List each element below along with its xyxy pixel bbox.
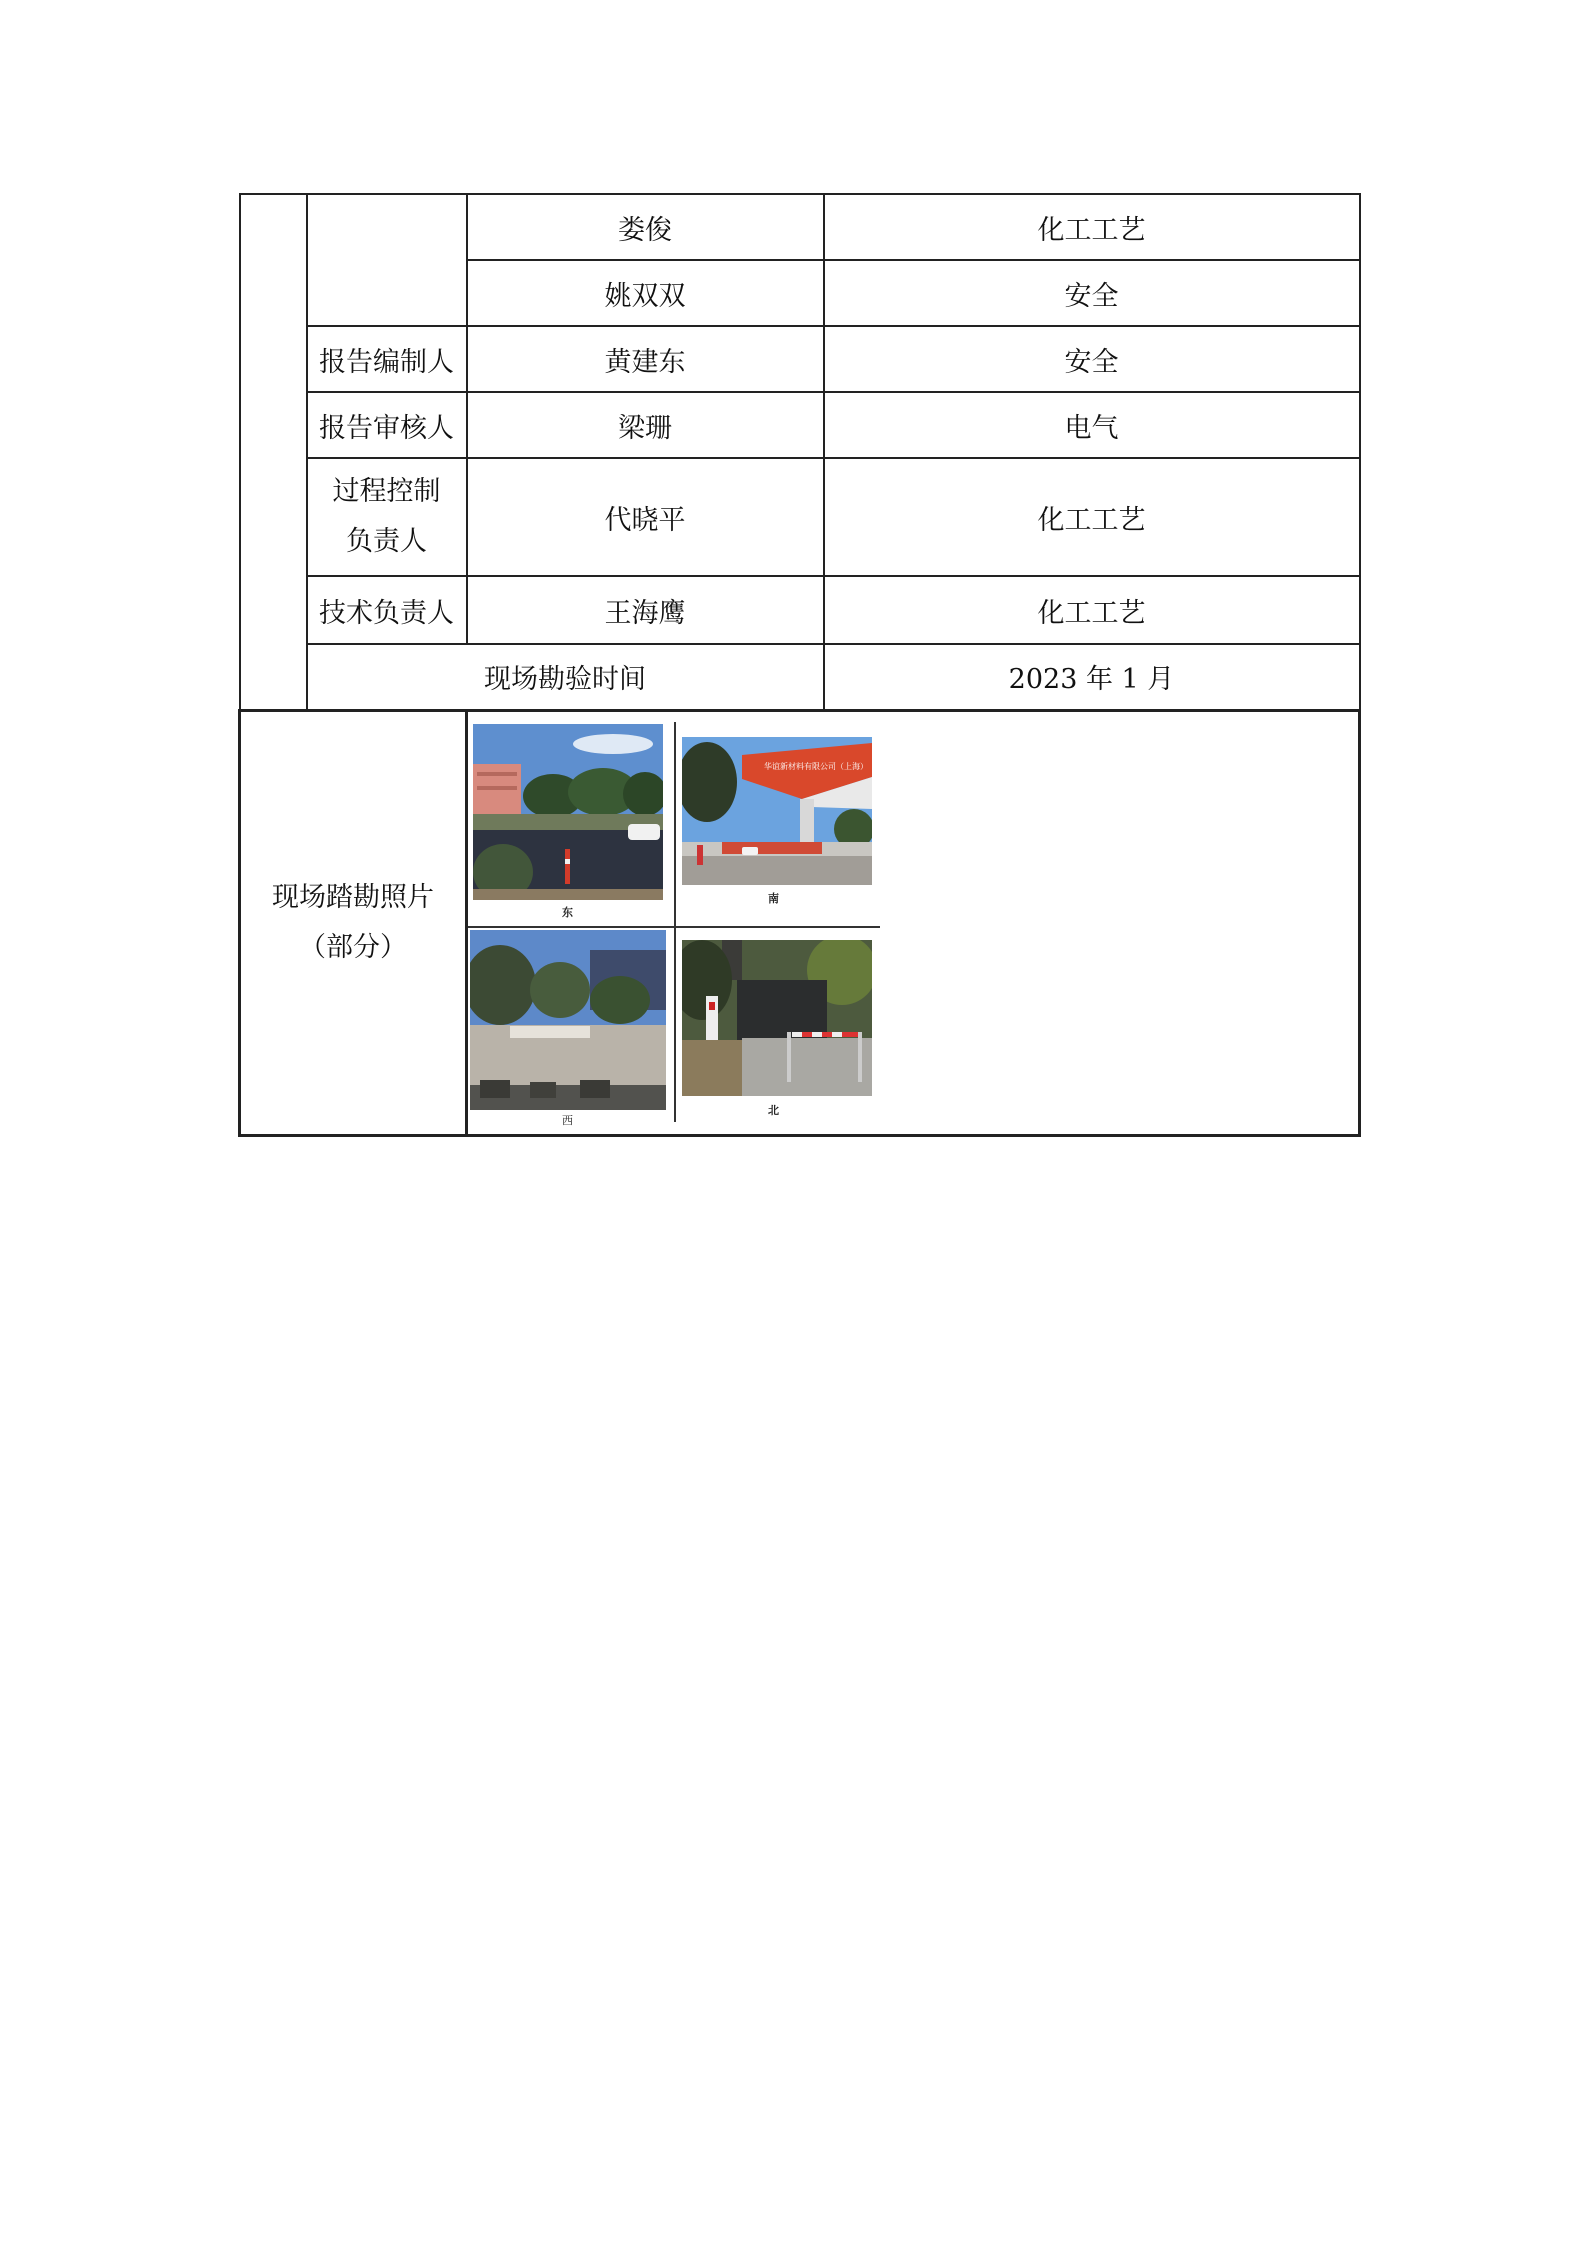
photos-label-cell [240, 710, 467, 1135]
left-blank-cell [240, 194, 307, 710]
photo-grid [468, 712, 1358, 1134]
survey-time-label: 现场勘验时间 [307, 644, 824, 710]
caption-east: 东 [562, 905, 573, 919]
person-field: 电气 [824, 392, 1360, 458]
divider-vertical [674, 722, 676, 1122]
photos-label-line2: （部分） [299, 931, 407, 963]
caption-west: 西 [562, 1113, 573, 1127]
role-label: 报告审核人 [307, 392, 467, 458]
photo-east-image [473, 724, 663, 900]
photos-cell [467, 710, 1360, 1135]
role-label-line2: 负责人 [346, 526, 427, 557]
caption-north: 北 [768, 1103, 779, 1117]
photo-east [473, 724, 663, 900]
table-row [240, 326, 1360, 392]
photo-south-image [682, 737, 872, 885]
photo-south [682, 737, 872, 885]
table-row [240, 710, 1360, 1135]
person-name: 代晓平 [467, 458, 824, 576]
person-name: 梁珊 [467, 392, 824, 458]
person-field: 化工工艺 [824, 458, 1360, 576]
person-field: 化工工艺 [824, 194, 1360, 260]
role-label: 技术负责人 [307, 576, 467, 644]
photo-west-image [470, 930, 666, 1110]
role-label-line1: 过程控制 [332, 476, 441, 507]
person-field: 化工工艺 [824, 576, 1360, 644]
table-row [240, 194, 1360, 260]
photos-label-line1: 现场踏勘照片 [272, 881, 434, 913]
photo-north [682, 940, 872, 1096]
table-row [240, 576, 1360, 644]
table-row [240, 644, 1360, 710]
table-row [240, 458, 1360, 576]
person-name: 姚双双 [467, 260, 824, 326]
divider-horizontal [468, 926, 880, 928]
caption-south: 南 [768, 891, 779, 905]
banner-text: 华谊新材料有限公司（上海） [764, 761, 868, 771]
person-field: 安全 [824, 260, 1360, 326]
person-name: 娄俊 [467, 194, 824, 260]
person-name: 黄建东 [467, 326, 824, 392]
photo-west [470, 930, 666, 1110]
photo-north-image [682, 940, 872, 1096]
role-label [307, 458, 467, 576]
table-row [240, 392, 1360, 458]
person-name: 王海鹰 [467, 576, 824, 644]
blank-role-cell [307, 194, 467, 326]
role-label: 报告编制人 [307, 326, 467, 392]
survey-time-value: 2023 年 1 月 [824, 644, 1360, 710]
personnel-table [238, 193, 1361, 1137]
person-field: 安全 [824, 326, 1360, 392]
